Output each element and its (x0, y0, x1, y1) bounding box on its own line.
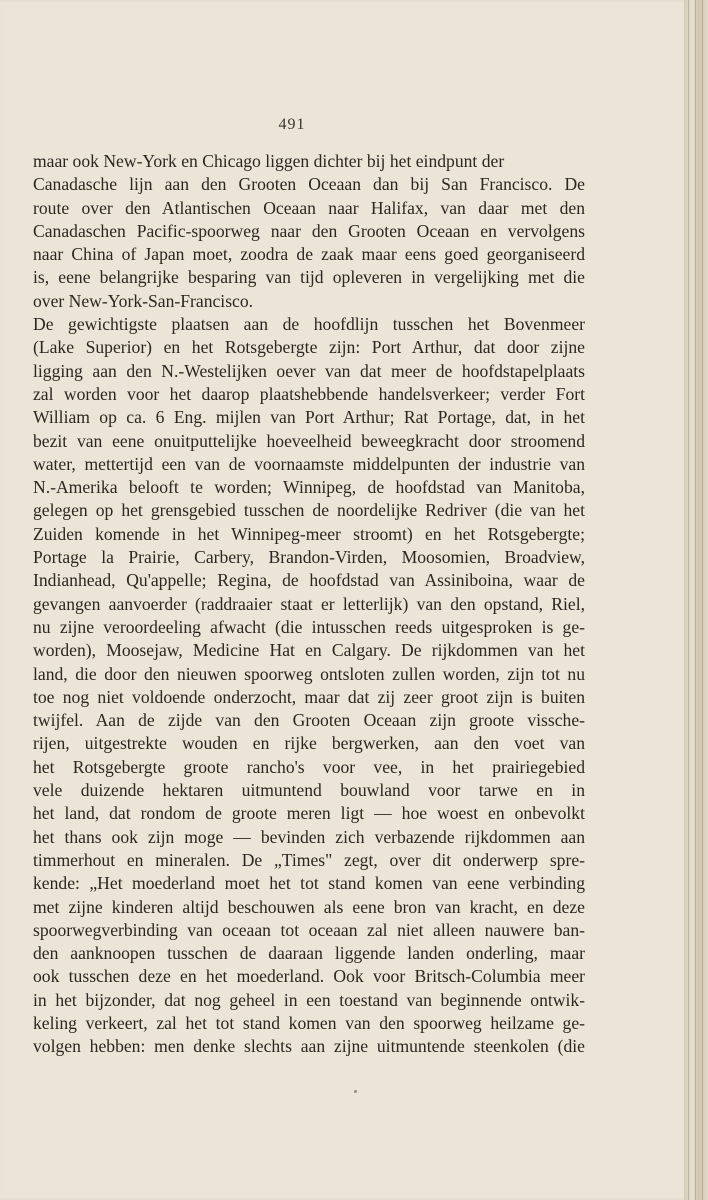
text-line: in het bijzonder, dat nog geheel in een toestand van beginnende ontwik- (33, 989, 585, 1010)
text-line: timmerhout en mineralen. De „Times" zegt, over dit onderwerp spre- (33, 849, 585, 870)
text-line: Indianhead, Qu'appelle; Regina, de hoofdstad van Assiniboina, waar de (33, 570, 585, 591)
text-line: den aanknoopen tusschen de daaraan liggende landen onderling, maar (33, 943, 585, 964)
edge-line (702, 0, 703, 1200)
text-line: Canadaschen Pacific-spoorweg naar den Grooten Oceaan en vervolgens (33, 220, 585, 241)
text-line: (Lake Superior) en het Rotsgebergte zijn: Port Arthur, dat door zijne (33, 337, 585, 358)
text-line: worden), Moosejaw, Medicine Hat en Calgary. De rijkdommen van het (33, 640, 585, 661)
page-edge (684, 0, 708, 1200)
text-line: is, eene belangrijke besparing van tijd opleveren in vergelijking met die (33, 267, 585, 288)
text-line: Canadasche lijn aan den Grooten Oceaan dan bij San Francisco. De (33, 174, 585, 195)
text-line: kende: „Het moederland moet het tot stand komen van eene verbinding (33, 873, 585, 894)
text-line: William op ca. 6 Eng. mijlen van Port Arthur; Rat Portage, dat, in het (33, 407, 585, 428)
text-line: N.-Amerika belooft te worden; Winnipeg, de hoofdstad van Manitoba, (33, 477, 585, 498)
text-line: land, die door den nieuwen spoorweg ontsloten zullen worden, zijn tot nu (33, 663, 585, 684)
text-line: rijen, uitgestrekte wouden en rijke bergwerken, aan den voet van (33, 733, 585, 754)
text-line: maar ook New-York en Chicago liggen dichter bij het eindpunt der (33, 151, 505, 171)
text-line: gevangen aanvoerder (raddraaier staat er letterlijk) van den opstand, Riel, (33, 593, 585, 614)
text-line: spoorwegverbinding van oceaan tot oceaan zal niet alleen nauwere ban- (33, 919, 585, 940)
text-line: Portage la Prairie, Carbery, Brandon-Virden, Moosomien, Broadview, (33, 547, 585, 568)
text-line: het land, dat rondom de groote meren ligt — hoe woest en onbevolkt (33, 803, 585, 824)
text-line: volgen hebben: men denke slechts aan zijne uitmuntende steenkolen (die (33, 1036, 585, 1057)
text-line: over New-York-San-Francisco. (33, 290, 254, 311)
paper-speck (354, 1090, 357, 1093)
text-line: twijfel. Aan de zijde van den Grooten Oceaan zijn groote visschе- (33, 710, 585, 731)
text-line: toe nog niet voldoende onderzocht, maar dat zij zeer groot zijn is buiten (33, 686, 585, 707)
text-line: gelegen op het grensgebied tusschen de noordelijke Redriver (die van het (33, 500, 585, 521)
body-text (33, 150, 585, 1059)
text-line: naar China of Japan moet, zoodra de zaak maar eens goed georganiseerd (33, 244, 585, 265)
text-line: met zijne kinderen altijd beschouwen als eene bron van kracht, en deze (33, 896, 585, 917)
text-line: het Rotsgebergte groote rancho's voor vee, in het prairiegebied (33, 756, 585, 777)
edge-line (695, 0, 696, 1200)
text-line: zal worden voor het daarop plaatshebbende handelsverkeer; verder Fort (33, 383, 585, 404)
text-line: nu zijne veroordeeling afwacht (die intusschen reeds uitgesproken is ge- (33, 616, 585, 637)
text-line: water, mettertijd een van de voornaamste middelpunten der industrie van (33, 453, 585, 474)
text-line: route over den Atlantischen Oceaan naar Halifax, van daar met den (33, 197, 585, 218)
text-line: bezit van eene onuitputtelijke hoeveelheid beweegkracht door stroomend (33, 430, 585, 451)
text-line: De gewichtigste plaatsen aan de hoofdlijn tusschen het Bovenmeer (33, 314, 585, 335)
edge-line (688, 0, 689, 1200)
text-line: het thans ook zijn moge — bevinden zich verbazende rijkdommen aan (33, 826, 585, 847)
text-line: Zuiden komende in het Winnipeg-meer stroomt) en het Rotsgebergte; (33, 523, 585, 544)
text-line: keling verkeert, zal het tot stand komen van den spoorweg heilzame ge- (33, 1012, 585, 1033)
text-line: ook tusschen deze en het moederland. Ook voor Britsch-Columbia meer (33, 966, 585, 987)
text-line: vele duizende hektaren uitmuntend bouwland voor tarwe en in (33, 780, 585, 801)
page-number: 491 (278, 116, 306, 133)
text-line: ligging aan den N.-Westelijken oever van dat meer de hoofdstapelplaats (33, 360, 585, 381)
